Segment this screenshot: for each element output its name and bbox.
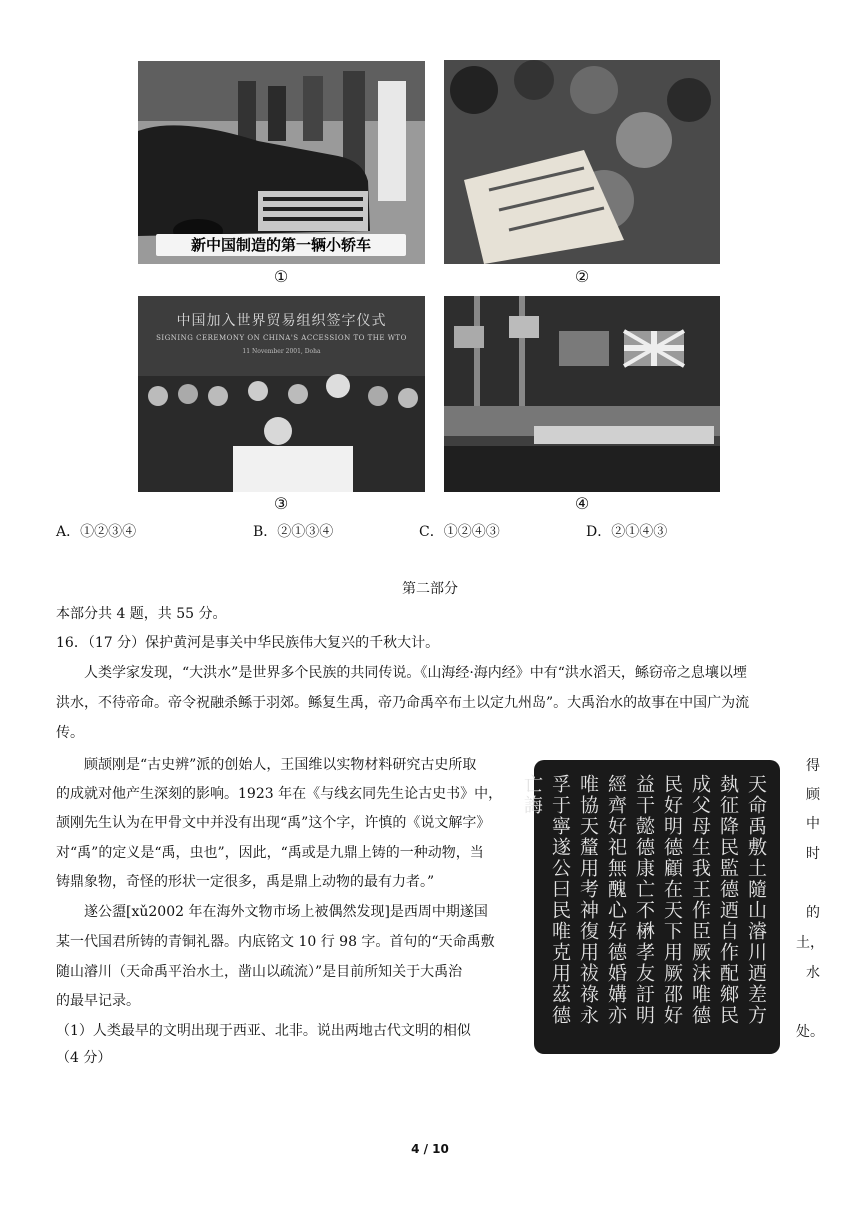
q16-para1-line1: 人类学家发现，“大洪水”是世界多个民族的共同传说。《山海经·海内经》中有“洪水滔天，鲧窃帝之息壤以堙 [84,665,747,681]
edge-char-6: 土， [796,935,824,951]
edge-char-7: 水 [806,965,820,981]
q16-para3-line2: 某一代国君所铸的青铜礼器。内底铭文 10 行 98 字。首句的“天命禹敷 [56,934,495,950]
wto-banner-en: SIGNING CEREMONY ON CHINA'S ACCESSION TO THE WTO [156,334,407,342]
option-a[interactable] [56,521,136,541]
q16-para1-line3: 传。 [56,725,84,741]
q16-sub1-score: （4 分） [56,1050,112,1066]
question-16-header: 16．（17 分）保护黄河是事关中华民族伟大复兴的千秋大计。 [56,635,440,651]
q16-para2-line3: 颉刚先生认为在甲骨文中并没有出现“禹”这个字，许慎的《说文解字》 [56,815,491,831]
photo-handover-ceremony [444,296,720,492]
option-d-letter: D． [586,524,612,540]
photo-land-document-image [444,60,720,264]
option-c[interactable] [419,521,500,541]
option-b-letter: B． [253,524,278,540]
section-intro: 本部分共 4 题，共 55 分。 [56,606,227,622]
bronze-inscription-rubbing [521,760,780,1054]
inscription-glyphs: 天命禹敷土隨山濬川迺差方埶征降民監德迺自作配鄉民成父母生我王作臣厥沬唯德民好明德顧在天下用厥邵好益干懿德康亡不楙孝友訏明經齊好祀無醜心好德婚媾亦唯協天釐用考神復用祓祿永孚于寧遂公曰民唯克用茲德亡誨 [521,774,767,1026]
wto-banner-date: 11 November 2001, Doha [242,348,321,355]
photo-wto-signing [138,296,425,492]
option-a-letter: A． [56,524,81,540]
photo-first-car-caption: 新中国制造的第一辆小轿车 [156,234,406,256]
option-b-value: ②①③④ [277,524,334,540]
q16-para2-line5: 铸鼎象物，奇怪的形状一定很多，禹是鼎上动物的最有力者。” [56,874,435,890]
photo-number-3: ③ [273,494,289,513]
option-a-value: ①②③④ [80,524,137,540]
edge-char-4: 时 [806,846,820,862]
photo-first-car [138,61,425,264]
edge-char-5: 的 [806,905,820,921]
wto-banner-cn: 中国加入世界贸易组织签字仪式 [176,313,387,329]
photo-land-document [444,60,720,264]
edge-char-2: 顾 [806,787,820,803]
option-d-value: ②①④③ [611,524,668,540]
q16-para2-line2: 的成就对他产生深刻的影响。1923 年在《与线玄同先生论古史书》中， [56,786,503,802]
photo-number-4: ④ [574,494,590,513]
q16-para3-line3: 随山濬川（天命禹平治水土，凿山以疏流）”是目前所知关于大禹治 [56,964,463,980]
option-c-value: ①②④③ [443,524,500,540]
option-d[interactable] [586,521,667,541]
photo-number-1: ① [273,267,289,286]
q16-para3-line1: 遂公盨[xǔ2002 年在海外文物市场上被偶然发现]是西周中期遂国 [84,904,488,920]
edge-char-8: 处。 [796,1024,824,1040]
q16-para3-line4: 的最早记录。 [56,993,140,1009]
photo-handover-ceremony-image [444,296,720,492]
q16-para2-line1: 顾颉刚是“古史辨”派的创始人，王国维以实物材料研究古史所取 [84,757,477,773]
page-number: 4 / 10 [411,1142,449,1156]
option-c-letter: C． [419,524,444,540]
q16-para1-line2: 洪水，不待帝命。帝令祝融杀鲧于羽郊。鲧复生禹，帝乃命禹卒布土以定九州岛”。大禹治水的故事在中国广为流 [56,695,750,711]
edge-char-3: 中 [806,816,820,832]
q16-para2-line4: 对“禹”的定义是“禹，虫也”，因此，“禹或是九鼎上铸的一种动物，当 [56,845,484,861]
q16-sub1: （1）人类最早的文明出现于西亚、北非。说出两地古代文明的相似 [56,1023,471,1039]
option-b[interactable] [253,521,333,541]
edge-char-1: 得 [806,758,820,774]
photo-number-2: ② [574,267,590,286]
section-title: 第二部分 [402,581,458,597]
